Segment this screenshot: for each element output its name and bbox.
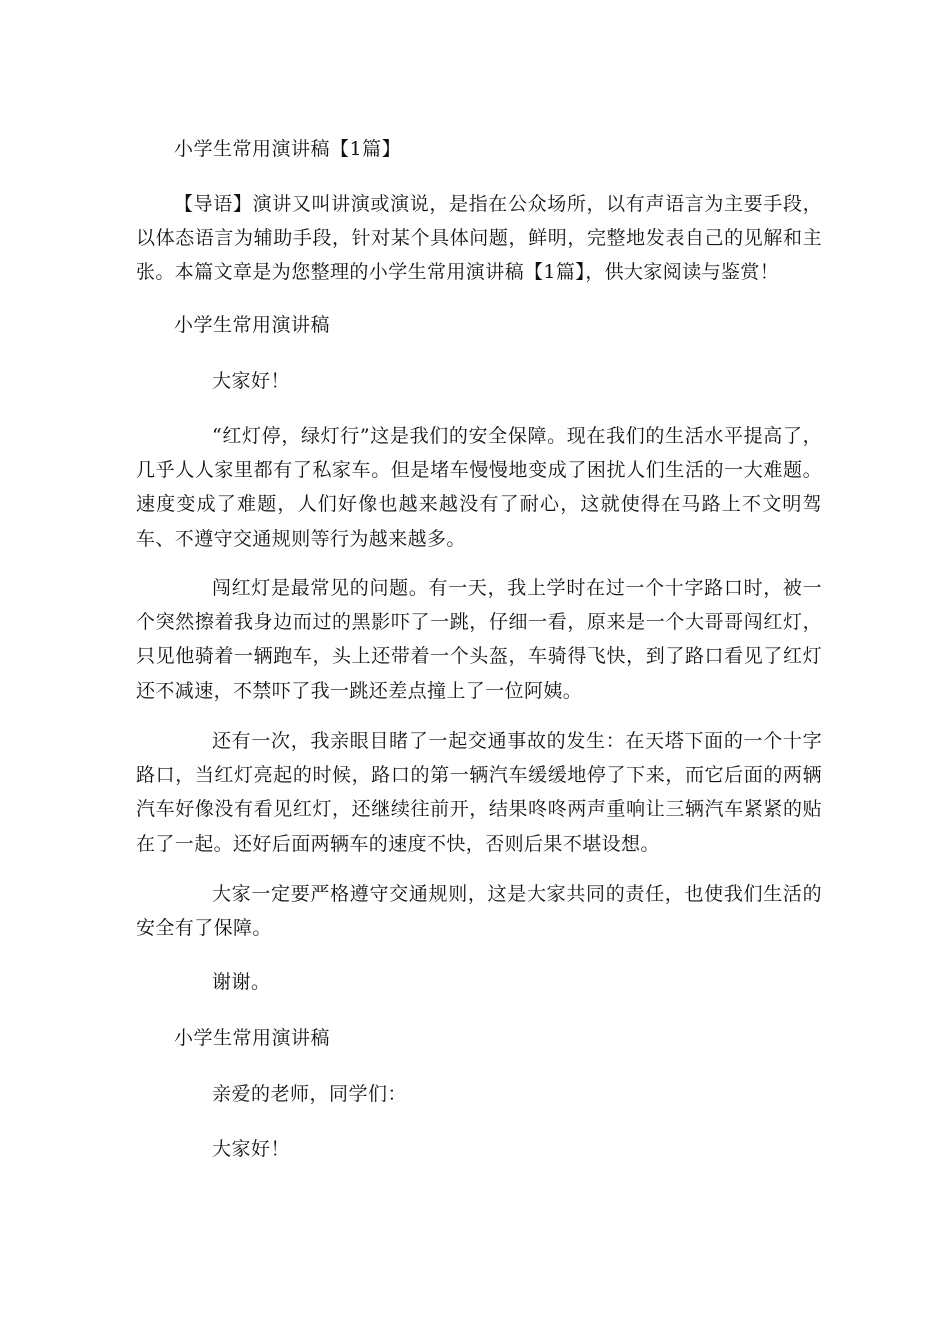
speech1-closing: 谢谢。 [212, 971, 271, 993]
intro-paragraph: 【导语】演讲又叫讲演或演说，是指在公众场所，以有声语言为主要手段，以体态语言为辅助手段，针对某个具体问题，鲜明，完整地发表自己的见解和主张。本篇文章是为您整理的小学生常用演讲稿【1篇】，供大家阅读与鉴赏！ [136, 193, 822, 284]
speech1-heading: 小学生常用演讲稿 [174, 314, 331, 336]
speech2-greeting: 大家好！ [212, 1138, 291, 1160]
speech1-paragraph-3: 还有一次，我亲眼目睹了一起交通事故的发生：在天塔下面的一个十字路口，当红灯亮起的时候，路口的第一辆汽车缓缓地停了下来，而它后面的两辆汽车好像没有看见红灯，还继续往前开，结果咚咚两声重响让三辆汽车紧紧的贴在了一起。还好后面两辆车的速度不快，否则后果不堪设想。 [136, 730, 822, 855]
speech1-greeting: 大家好！ [212, 370, 291, 392]
speech1-paragraph-2: 闯红灯是最常见的问题。有一天，我上学时在过一个十字路口时，被一个突然擦着我身边而过的黑影吓了一跳，仔细一看，原来是一个大哥哥闯红灯，只见他骑着一辆跑车，头上还带着一个头盔，车骑得飞快，到了路口看见了红灯还不减速，不禁吓了我一跳还差点撞上了一位阿姨。 [136, 577, 822, 702]
speech2-heading: 小学生常用演讲稿 [174, 1027, 331, 1049]
speech1-paragraph-1: “红灯停，绿灯行”这是我们的安全保障。现在我们的生活水平提高了，几乎人人家里都有了私家车。但是堵车慢慢地变成了困扰人们生活的一大难题。速度变成了难题，人们好像也越来越没有了耐心，这就使得在马路上不文明驾车、不遵守交通规则等行为越来越多。 [136, 425, 822, 550]
document-title: 小学生常用演讲稿【1篇】 [174, 138, 402, 160]
speech2-salutation: 亲爱的老师，同学们： [212, 1083, 408, 1105]
speech1-paragraph-4: 大家一定要严格遵守交通规则，这是大家共同的责任，也使我们生活的安全有了保障。 [136, 883, 822, 940]
